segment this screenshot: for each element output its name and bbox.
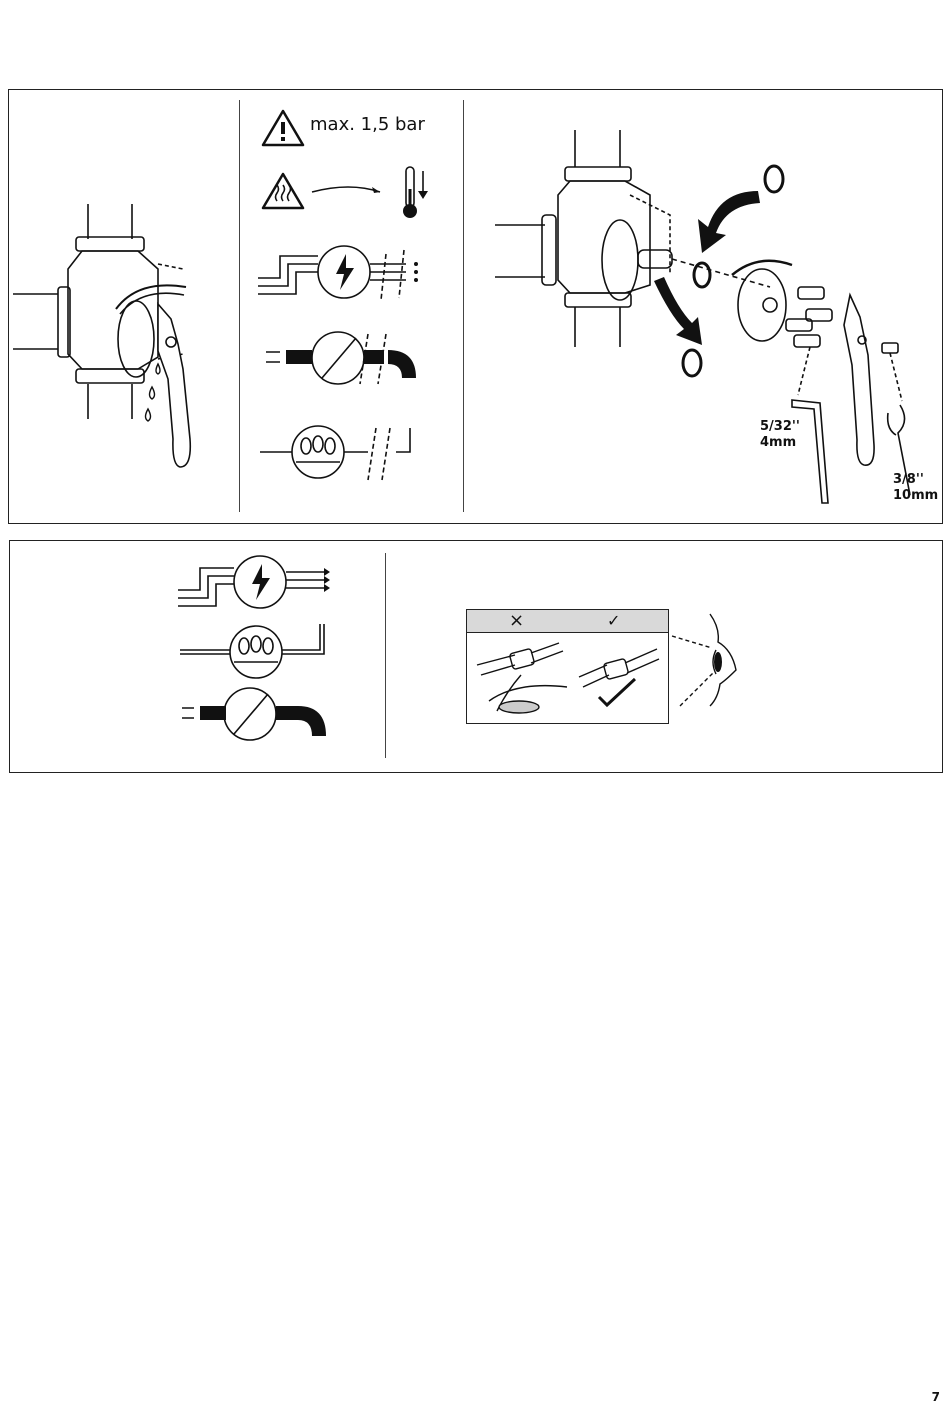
top-divider-right xyxy=(463,100,464,512)
allen-key-size-mm: 4mm xyxy=(760,435,797,450)
max-pressure-label: max. 1,5 bar xyxy=(310,114,425,135)
thermometer-down-icon xyxy=(398,165,428,221)
leak-check-header xyxy=(467,610,668,633)
isolate-electricity-icon xyxy=(256,242,426,302)
valve-drain-illustration xyxy=(8,89,238,519)
reconnect-water-icon xyxy=(180,686,340,752)
allen-key-size-inch: 5/32'' xyxy=(760,419,800,434)
pressure-warning-icon xyxy=(260,108,306,148)
cooldown-arrow-icon xyxy=(310,180,390,202)
isolate-gas-icon xyxy=(258,424,428,484)
inspecting-eye-illustration xyxy=(670,610,780,720)
wrong-mark-icon: × xyxy=(509,610,525,631)
page-number: 7 xyxy=(931,1390,940,1404)
hot-surface-warning-icon xyxy=(260,171,306,211)
reconnect-gas-icon xyxy=(178,620,338,680)
top-divider-left xyxy=(239,100,240,512)
wrench-size-inch: 3/8'' xyxy=(893,472,924,487)
wrench-size-mm: 10mm xyxy=(893,488,939,503)
bottom-divider xyxy=(385,553,386,758)
leak-check-illustration xyxy=(467,631,667,723)
right-mark-icon: ✓ xyxy=(607,611,621,630)
reconnect-electricity-icon xyxy=(176,552,336,612)
valve-disassembly-illustration xyxy=(470,95,940,515)
isolate-water-icon xyxy=(264,328,434,388)
